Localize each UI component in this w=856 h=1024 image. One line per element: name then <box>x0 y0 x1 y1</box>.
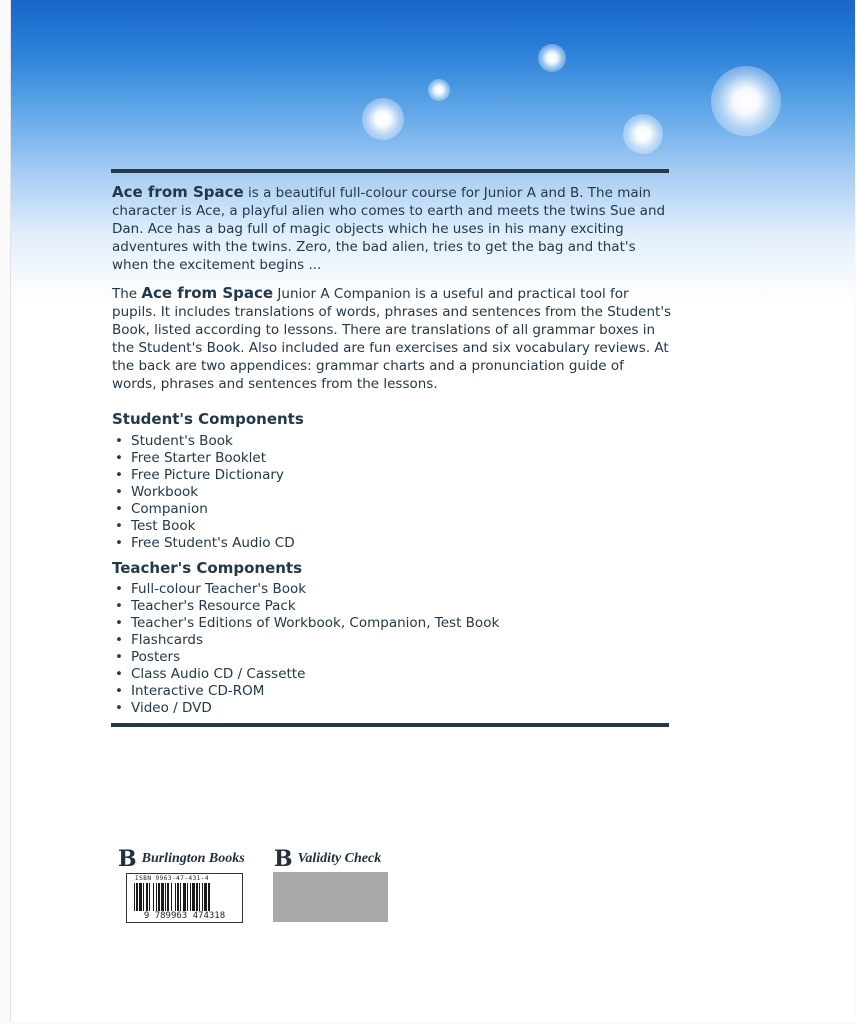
list-item <box>112 666 499 683</box>
list-item <box>112 535 295 552</box>
back-cover <box>10 0 855 1022</box>
list-item <box>112 450 295 467</box>
list-item <box>112 484 295 501</box>
companion-paragraph <box>112 284 672 393</box>
bottom-divider <box>111 723 669 727</box>
list-item <box>112 683 499 700</box>
list-item <box>112 501 295 518</box>
publisher-logo <box>118 847 245 871</box>
barcode-bars <box>133 883 237 911</box>
star-glow <box>623 114 663 154</box>
list-item <box>112 518 295 535</box>
teachers-components-list <box>112 581 499 717</box>
ean-number: 9 789963 474318 <box>143 911 226 921</box>
list-item <box>112 598 499 615</box>
item-label: Free Picture Dictionary <box>131 467 284 483</box>
item-label: Teacher's Resource Pack <box>131 598 296 614</box>
star-glow <box>538 44 566 72</box>
bullet: • <box>115 615 123 631</box>
item-label: Video / DVD <box>131 700 212 716</box>
top-divider <box>111 169 669 173</box>
item-label: Student's Book <box>131 433 233 449</box>
validity-check-label <box>274 847 381 871</box>
bullet: • <box>115 501 123 517</box>
star-glow <box>362 98 404 140</box>
list-item <box>112 581 499 598</box>
bullet: • <box>115 666 123 682</box>
item-label: Teacher's Editions of Workbook, Companion, Test Book <box>131 615 500 631</box>
brand-name: Ace from Space <box>112 183 244 201</box>
publisher-name: Burlington Books <box>141 851 245 866</box>
validity-check-text: Validity Check <box>297 851 382 866</box>
list-item <box>112 615 499 632</box>
bullet: • <box>115 632 123 648</box>
star-glow <box>711 66 781 136</box>
students-components-list <box>112 433 295 552</box>
bullet: • <box>115 683 123 699</box>
item-label: Companion <box>131 501 208 517</box>
item-label: Full-colour Teacher's Book <box>131 581 307 597</box>
item-label: Flashcards <box>131 632 203 648</box>
item-label: Class Audio CD / Cassette <box>131 666 306 682</box>
companion-prefix: The <box>112 286 142 302</box>
companion-text: Junior A Companion is a useful and practical tool for pupils. It includes translations of words, phrases and sentences from the Student's Book, listed according to lessons. There are translations of all grammar boxes in the Student's Book. Also included are fun exercises and six vocabulary reviews. At the back are two appendices: grammar charts and a pronunciation guide of words, phrases and sentences from the lessons. <box>112 286 672 392</box>
list-item <box>112 467 295 484</box>
item-label: Test Book <box>131 518 196 534</box>
burlington-logo-icon: B <box>274 846 293 872</box>
star-glow <box>428 79 450 101</box>
intro-text: is a beautiful full-colour course for Junior A and B. The main character is Ace, a playful alien who comes to earth and meets the twins Sue and Dan. Ace has a bag full of magic objects which he uses in his many exciting adventures with the twins. Zero, the bad alien, tries to get the bag and that's when the excitement begins ... <box>112 185 666 273</box>
bullet: • <box>115 518 123 534</box>
list-item <box>112 700 499 717</box>
bullet: • <box>115 433 123 449</box>
list-item <box>112 649 499 666</box>
teachers-components-heading: Teacher's Components <box>112 559 303 577</box>
item-label: Workbook <box>131 484 199 500</box>
brand-name: Ace from Space <box>141 284 274 302</box>
bullet: • <box>115 581 123 597</box>
bullet: • <box>115 649 123 665</box>
list-item <box>112 632 499 649</box>
students-components-heading: Student's Components <box>112 410 304 428</box>
isbn-barcode <box>126 873 243 923</box>
isbn-label: ISBN 9963-47-431-4 <box>135 875 210 882</box>
bullet: • <box>115 484 123 500</box>
bullet: • <box>115 467 123 483</box>
bullet: • <box>115 450 123 466</box>
validity-check-box <box>273 872 388 922</box>
item-label: Posters <box>131 649 181 665</box>
bullet: • <box>115 598 123 614</box>
burlington-logo-icon: B <box>118 846 137 872</box>
item-label: Interactive CD-ROM <box>131 683 265 699</box>
description <box>112 183 672 403</box>
item-label: Free Starter Booklet <box>131 450 267 466</box>
list-item <box>112 433 295 450</box>
item-label: Free Student's Audio CD <box>131 535 295 551</box>
intro-paragraph <box>112 183 672 274</box>
bullet: • <box>115 700 123 716</box>
bullet: • <box>115 535 123 551</box>
